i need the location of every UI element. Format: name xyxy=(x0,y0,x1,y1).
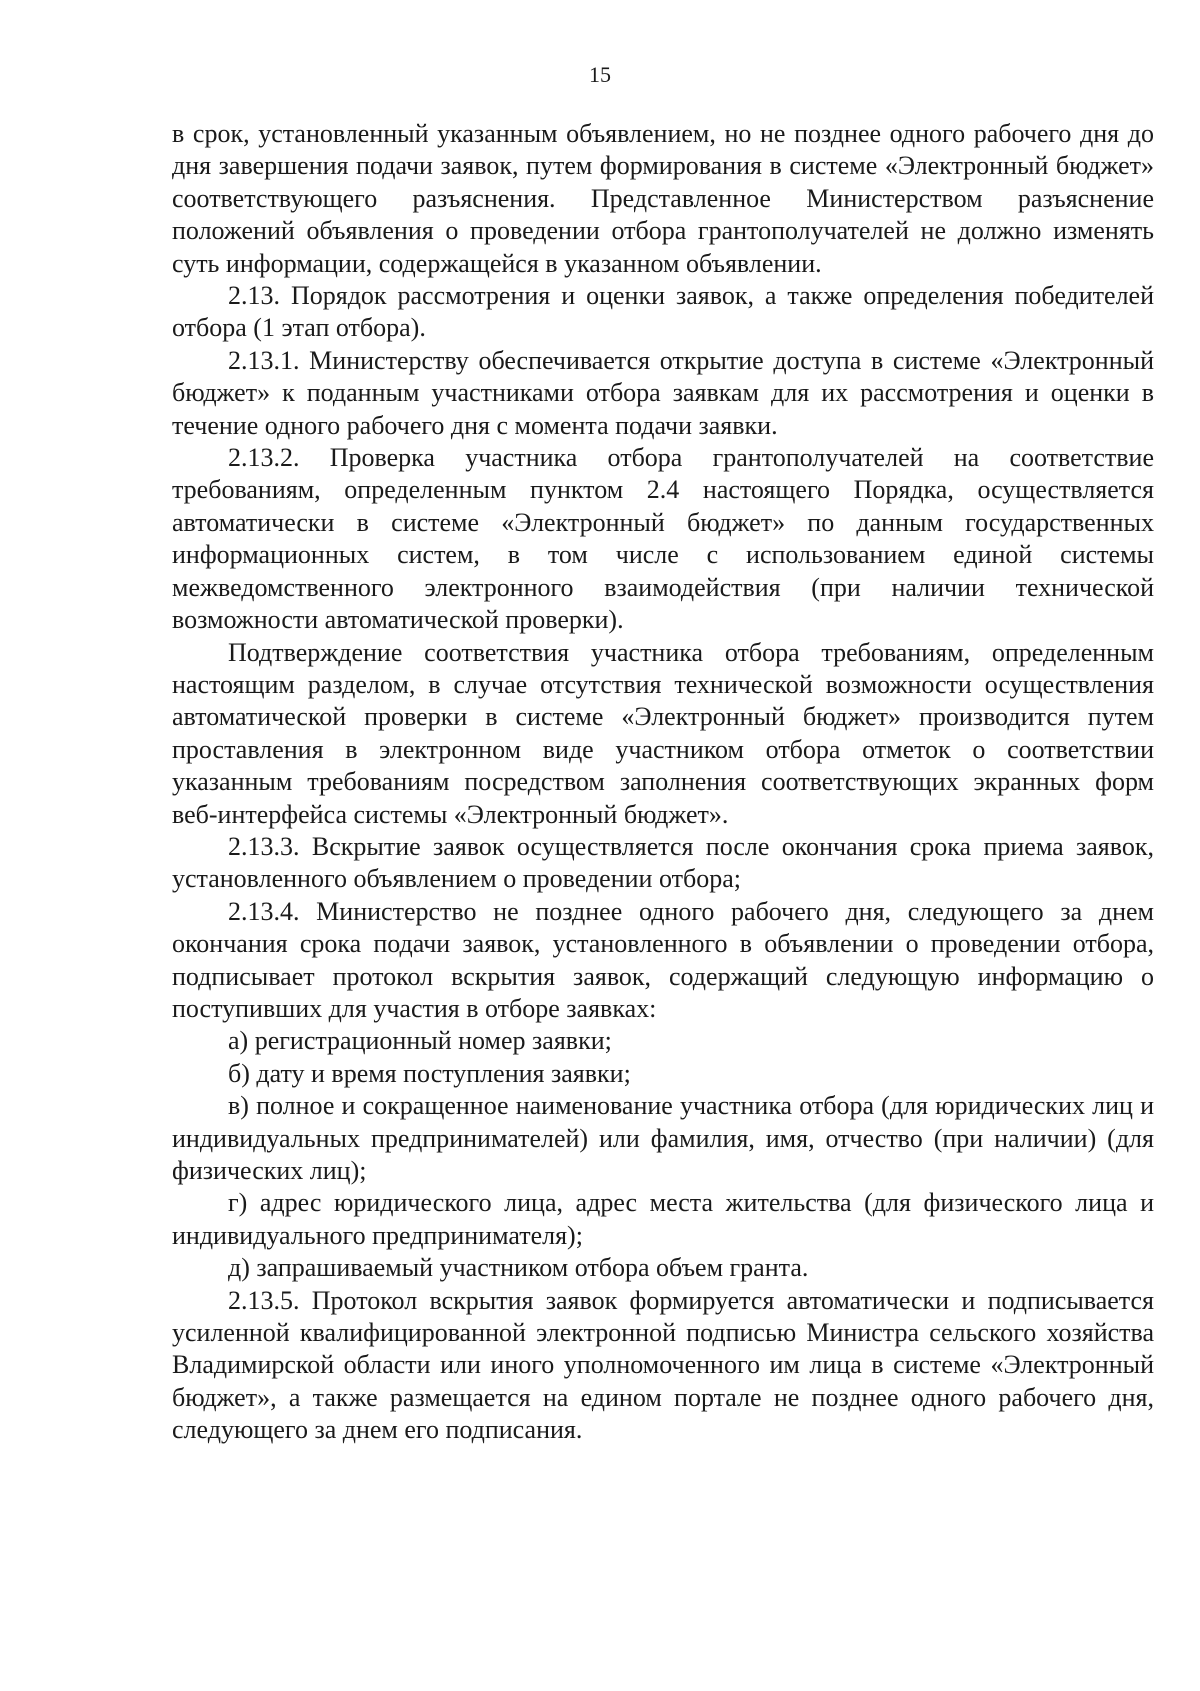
paragraph-2-13: 2.13. Порядок рассмотрения и оценки заявок, а также определения победителей отбора (1 этап отбора). xyxy=(172,281,1154,343)
list-item-g: г) адрес юридического лица, адрес места жительства (для физического лица и индивидуального предпринимателя); xyxy=(172,1188,1154,1250)
list-item-v: в) полное и сокращенное наименование участника отбора (для юридических лиц и индивидуальных предпринимателей) или фамилия, имя, отчество (при наличии) (для физических лиц); xyxy=(172,1091,1154,1185)
paragraph-confirmation: Подтверждение соответствия участника отбора требованиям, определенным настоящим разделом, в случае отсутствия технической возможности осуществления автоматической проверки в системе «Электронный бюджет» производится путем проставления в электронном виде участником отбора отметок о соответствии указанным требованиям посредством заполнения соответствующих экранных форм веб-интерфейса системы «Электронный бюджет». xyxy=(172,637,1154,829)
list-item-d: д) запрашиваемый участником отбора объем гранта. xyxy=(228,1253,809,1283)
list-item-a: а) регистрационный номер заявки; xyxy=(228,1026,612,1056)
list-item-b: б) дату и время поступления заявки; xyxy=(228,1058,631,1088)
paragraph-2-13-1: 2.13.1. Министерству обеспечивается открытие доступа в системе «Электронный бюджет» к поданным участниками отбора заявкам для их рассмотрения и оценки в течение одного рабочего дня с момента подачи заявки. xyxy=(172,345,1154,440)
paragraph-2-13-5: 2.13.5. Протокол вскрытия заявок формируется автоматически и подписывается усиленной квалифицированной электронной подписью Министра сельского хозяйства Владимирской области или иного уполномоченного им лица в системе «Электронный бюджет», а также размещается на едином портале не позднее одного рабочего дня, следующего за днем его подписания. xyxy=(172,1285,1154,1445)
paragraph-2-13-3: 2.13.3. Вскрытие заявок осуществляется после окончания срока приема заявок, установленного объявлением о проведении отбора; xyxy=(172,831,1154,894)
paragraph-2-13-4: 2.13.4. Министерство не позднее одного рабочего дня, следующего за днем окончания срока подачи заявок, установленного в объявлении о проведении отбора, подписывает протокол вскрытия заявок, содержащий следующую информацию о поступивших для участия в отборе заявках: xyxy=(172,896,1154,1023)
paragraph-2-13-2: 2.13.2. Проверка участника отбора грантополучателей на соответствие требованиям, определенным пунктом 2.4 настоящего Порядка, осуществляется автоматически в системе «Электронный бюджет» по данным государственных информационных систем, в том числе с использованием единой системы межведомственного электронного взаимодействия (при наличии технической возможности автоматической проверки). xyxy=(172,443,1154,635)
paragraph-clarification: в срок, установленный указанным объявлением, но не позднее одного рабочего дня до дня завершения подачи заявок, путем формирования в системе «Электронный бюджет» соответствующего разъяснения. Представленное Министерством разъяснение положений объявления о проведении отбора грантополучателей не должно изменять суть информации, содержащейся в указанном объявлении. xyxy=(172,119,1154,278)
page-number: 15 xyxy=(589,62,611,87)
document-body xyxy=(172,118,1154,1447)
